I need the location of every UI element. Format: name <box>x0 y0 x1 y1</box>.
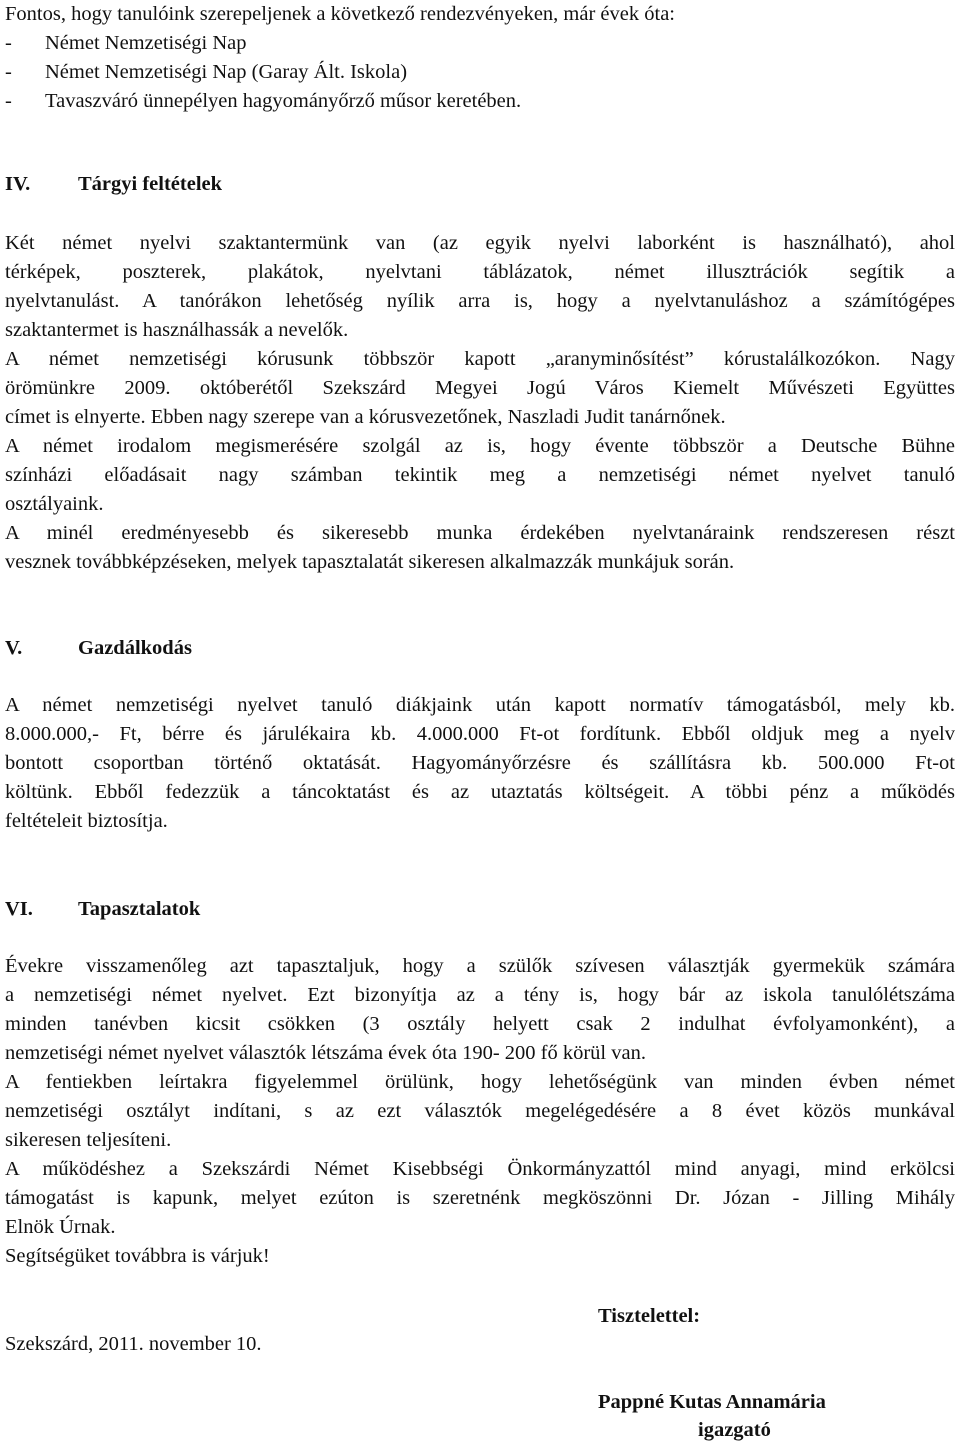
signer-name: Pappné Kutas Annamária <box>598 1391 826 1413</box>
paragraph-line: A német nemzetiségi nyelvet tanuló diákjaink után kapott normatív támogatásból, mely kb. <box>5 694 955 716</box>
paragraph-line: a nemzetiségi német nyelvet. Ezt bizonyítja az a tény is, hogy bár az iskola tanulólétszáma <box>5 984 955 1006</box>
list-dash: - <box>5 90 12 112</box>
paragraph-line: A működéshez a Szekszárdi Német Kisebbségi Önkormányzattól mind anyagi, mind erkölcsi <box>5 1158 955 1180</box>
paragraph-line: Elnök Úrnak. <box>5 1216 116 1238</box>
list-item-text: Német Nemzetiségi Nap (Garay Ált. Iskola) <box>45 61 408 83</box>
paragraph-line: támogatást is kapunk, melyet ezúton is szeretnénk megköszönni Dr. Józan - Jilling Mihály <box>5 1187 955 1209</box>
closing-regards: Tisztelettel: <box>598 1305 701 1327</box>
section-title: Tapasztalatok <box>78 898 201 920</box>
paragraph-line: sikeresen teljesíteni. <box>5 1129 172 1151</box>
paragraph-line: örömünkre 2009. októberétől Szekszárd Megyei Jogú Város Kiemelt Művészeti Együttes <box>5 377 955 399</box>
paragraph-line: bontott csoportban történő oktatását. Hagyományőrzésre és szállításra kb. 500.000 Ft-ot <box>5 752 955 774</box>
list-dash: - <box>5 32 12 54</box>
paragraph-line: 8.000.000,- Ft, bérre és járulékaira kb. 4.000.000 Ft-ot fordítunk. Ebből oldjuk meg a nyelv <box>5 723 955 745</box>
paragraph-line: osztályaink. <box>5 493 104 515</box>
section-number: V. <box>5 637 23 659</box>
paragraph-line: vesznek továbbképzéseken, melyek tapasztalatát sikeresen alkalmazzák munkájuk során. <box>5 551 735 573</box>
place-date: Szekszárd, 2011. november 10. <box>5 1333 262 1355</box>
signer-title: igazgató <box>698 1419 771 1441</box>
paragraph-line: költünk. Ebből fedezzük a táncoktatást és az utaztatás költségeit. A többi pénz a működés <box>5 781 955 803</box>
paragraph-line: nemzetiségi osztályt indítani, s az ezt választók megelégedésére a 8 évet közös munkával <box>5 1100 955 1122</box>
paragraph-line: Segítségüket továbbra is várjuk! <box>5 1245 270 1267</box>
paragraph-line: Évekre visszamenőleg azt tapasztaljuk, hogy a szülők szívesen választják gyermekük számára <box>5 955 955 977</box>
paragraph-line: feltételeit biztosítja. <box>5 810 168 832</box>
list-item-text: Tavaszváró ünnepélyen hagyományőrző műsor keretében. <box>45 90 522 112</box>
paragraph-line: színházi előadásait nagy számban tekintik meg a nemzetiségi német nyelvet tanuló <box>5 464 955 486</box>
paragraph-line: A német irodalom megismerésére szolgál az is, hogy évente többször a Deutsche Bühne <box>5 435 955 457</box>
paragraph-line: A német nemzetiségi kórusunk többször kapott „aranyminősítést” kórustalálkozókon. Nagy <box>5 348 955 370</box>
paragraph-line: címet is elnyerte. Ebben nagy szerepe van a kórusvezetőnek, Naszladi Judit tanárnőnek. <box>5 406 726 428</box>
paragraph-line: szaktantermet is használhassák a nevelők. <box>5 319 349 341</box>
list-item-text: Német Nemzetiségi Nap <box>45 32 247 54</box>
paragraph-line: minden tanévben kicsit csökken (3 osztály helyett csak 2 indulhat évfolyamonként), a <box>5 1013 955 1035</box>
paragraph-line: nyelvtanulást. A tanórákon lehetőség nyílik arra is, hogy a nyelvtanuláshoz a számítógépes <box>5 290 955 312</box>
list-dash: - <box>5 61 12 83</box>
intro-lead: Fontos, hogy tanulóink szerepeljenek a következő rendezvényeken, már évek óta: <box>5 3 675 25</box>
section-title: Tárgyi feltételek <box>78 173 223 195</box>
section-title: Gazdálkodás <box>78 637 192 659</box>
paragraph-line: Két német nyelvi szaktantermünk van (az egyik nyelvi laborként is használható), ahol <box>5 232 955 254</box>
section-number: IV. <box>5 173 31 195</box>
paragraph-line: A minél eredményesebb és sikeresebb munka érdekében nyelvtanáraink rendszeresen részt <box>5 522 955 544</box>
section-number: VI. <box>5 898 33 920</box>
paragraph-line: A fentiekben leírtakra figyelemmel örülünk, hogy lehetőségünk van minden évben német <box>5 1071 955 1093</box>
paragraph-line: nemzetiségi német nyelvet választók létszáma évek óta 190- 200 fő körül van. <box>5 1042 646 1064</box>
paragraph-line: térképek, poszterek, plakátok, nyelvtani táblázatok, német illusztrációk segítik a <box>5 261 955 283</box>
